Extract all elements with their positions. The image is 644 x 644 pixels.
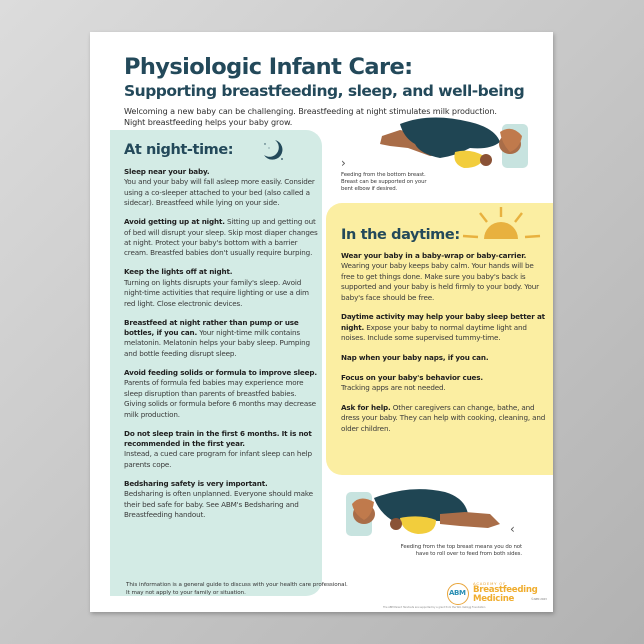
caption-line: Feeding from the top breast means you do not — [400, 544, 522, 550]
night-items — [124, 167, 320, 529]
caption-line: bent elbow if desired. — [341, 186, 398, 193]
page-subtitle: Supporting breastfeeding, sleep, and well-being — [124, 82, 525, 100]
abm-logo — [383, 581, 547, 609]
item-heading: Focus on your baby's behavior cues. — [341, 372, 483, 382]
item-heading: Bedsharing safety is very important. — [124, 478, 268, 488]
night-item — [124, 479, 320, 521]
day-item — [341, 251, 546, 303]
item-heading: Ask for help. — [341, 403, 391, 413]
moon-icon — [260, 138, 286, 162]
page-title: Physiologic Infant Care: — [124, 54, 413, 80]
item-body: Instead, a cued care program for infant sleep can help parents cope. — [124, 449, 312, 469]
daytime-panel — [326, 203, 553, 475]
day-items — [341, 251, 546, 444]
item-body: Sitting up and getting out of bed will disrupt your sleep. Skip most diaper changes at night. Protect your baby's bottom with a barrier cream. Breastfed babies don't usually require burping. — [124, 217, 318, 258]
logo-date: ©ABM 2023 — [531, 598, 547, 601]
sun-icon — [462, 205, 542, 243]
night-item — [124, 217, 320, 259]
caption-line: Feeding from the bottom breast. — [341, 172, 426, 178]
disclaimer-line: It may not apply to your family or situation. — [126, 589, 246, 596]
disclaimer-line: This information is a general guide to discuss with your health care professional. — [126, 582, 348, 588]
caption-line: have to roll over to feed from both sides. — [415, 551, 522, 558]
day-item — [341, 403, 546, 434]
logo-fine-print: The ABM Parent Handouts are supported by a grant from the W.K. Kellogg Foundation — [383, 606, 486, 609]
item-body: Bedsharing is often unplanned. Everyone should make their bed safe for baby. See ABM's Bedsharing and Breastfeeding handout. — [124, 489, 313, 519]
chevron-right-icon: › — [341, 156, 346, 170]
night-time-panel — [110, 130, 322, 596]
item-heading: Avoid feeding solids or formula to improve sleep. — [124, 367, 317, 377]
logo-name-line1: Breastfeeding — [473, 585, 538, 595]
day-item — [341, 353, 546, 363]
item-heading: Wear your baby in a baby-wrap or baby-carrier. — [341, 251, 527, 260]
night-item — [124, 368, 320, 420]
logo-academy: ACADEMY OF — [473, 581, 507, 586]
night-item — [124, 267, 320, 309]
item-body: Parents of formula fed babies may experience more sleep disruption than parents of breastfed babies. Giving solids or formula before 6 months may decrease milk production. — [124, 378, 316, 419]
item-body: Tracking apps are not needed. — [341, 383, 446, 393]
day-section-title: In the daytime: — [341, 227, 460, 243]
poster — [90, 32, 553, 612]
caption-line: Breast can be supported on your — [341, 179, 427, 186]
logo-name-line2: Medicine — [473, 593, 515, 604]
top-illustration-caption — [341, 172, 427, 194]
intro-line: Night breastfeeding helps your baby grow. — [124, 117, 293, 127]
item-body: You and your baby will fall asleep more easily. Consider using a co-sleeper attached to your bed (also called a sidecar). Breastfeed while lying on your side. — [124, 177, 315, 208]
bottom-illustration-caption — [352, 544, 522, 558]
logo-abbr: ABM — [449, 589, 466, 597]
bottom-breast-feeding-illustration — [360, 114, 535, 174]
night-section-title: At night-time: — [124, 142, 234, 158]
item-body: Wearing your baby keeps baby calm. Your hands will be free to get things done. Make sure you baby's back is supported and your baby is held firmly to your body. Your baby's face should be free. — [341, 261, 539, 302]
night-item — [124, 429, 320, 471]
item-heading: Do not sleep train in the first 6 months. It is not recommended in the first year. — [124, 428, 312, 448]
night-item — [124, 167, 320, 209]
item-body: Your night-time milk contains melatonin. Melatonin helps your baby sleep. Pumping and bottle feeding disrupt sleep. — [124, 328, 310, 358]
day-item — [341, 312, 546, 343]
item-heading: Nap when your baby naps, if you can. — [341, 353, 489, 363]
day-item — [341, 373, 546, 394]
disclaimer — [126, 582, 348, 597]
item-heading: Avoid getting up at night. — [124, 217, 225, 227]
item-heading: Keep the lights off at night. — [124, 267, 233, 277]
intro-line: Welcoming a new baby can be challenging. Breastfeeding at night stimulates milk production. — [124, 106, 497, 116]
item-body: Turning on lights disrupts your family's sleep. Avoid night-time activities that require lighting or use a dim red light. Close electronic devices. — [124, 277, 309, 308]
item-body: Other caregivers can change, bathe, and dress your baby. They can help with cooking, cleaning, and older children. — [341, 403, 546, 433]
chevron-left-icon: ‹ — [510, 522, 515, 536]
item-body: Expose your baby to normal daytime light and noises. Include some supervised tummy-time. — [341, 322, 527, 343]
night-item — [124, 318, 320, 360]
item-heading: Sleep near your baby. — [124, 167, 210, 176]
top-breast-feeding-illustration — [340, 484, 515, 542]
item-heading: Breastfeed at night rather than pump or use bottles, if you can. — [124, 317, 299, 338]
item-heading: Daytime activity may help your baby sleep better at night. — [341, 312, 545, 332]
